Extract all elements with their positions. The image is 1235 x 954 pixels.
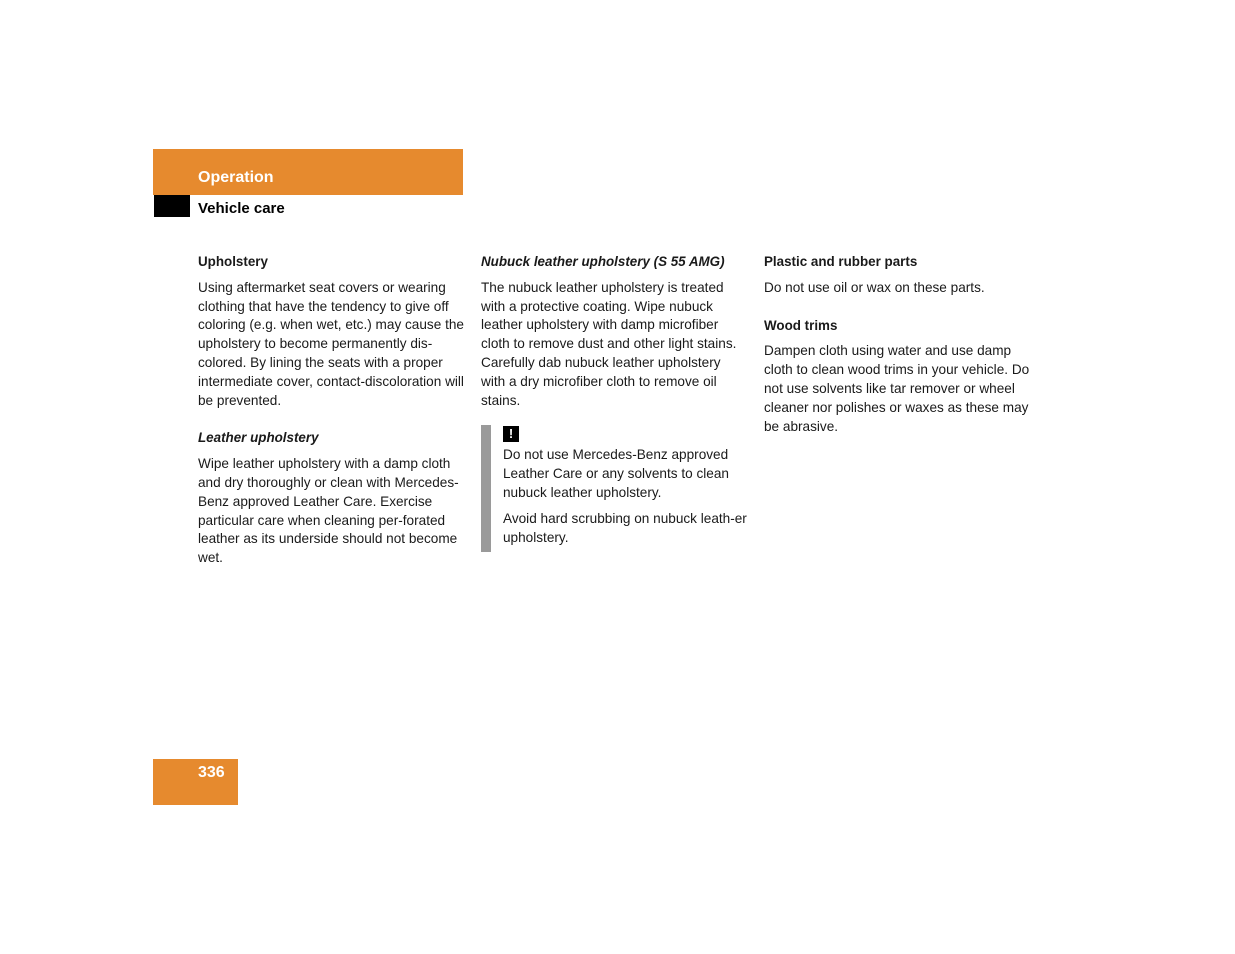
plastic-heading: Plastic and rubber parts xyxy=(764,254,918,269)
column-3 xyxy=(764,253,1030,436)
plastic-text: Do not use oil or wax on these parts. xyxy=(764,279,985,295)
subsection-marker xyxy=(154,195,190,217)
exclamation-icon: ! xyxy=(503,426,519,442)
leather-heading: Leather upholstery xyxy=(198,430,319,446)
notice-text-1: Do not use Mercedes-Benz approved Leather Care or any solvents to clean nubuck leather upholstery. xyxy=(503,447,729,500)
upholstery-heading: Upholstery xyxy=(198,254,268,269)
notice-bar xyxy=(481,425,491,552)
column-2 xyxy=(481,253,747,547)
page-number-box xyxy=(153,759,238,805)
notice-text-2: Avoid hard scrubbing on nubuck leath-er upholstery. xyxy=(503,510,747,545)
column-1 xyxy=(198,253,466,568)
subsection-title: Vehicle care xyxy=(198,200,285,217)
wood-heading: Wood trims xyxy=(764,317,838,333)
nubuck-heading: Nubuck leather upholstery (S 55 AMG) xyxy=(481,254,725,269)
page-number: 336 xyxy=(198,764,225,781)
nubuck-text: The nubuck leather upholstery is treated with a protective coating. Wipe nubuck leather upholstery with damp microfiber cloth to remove dust and other light stains. Carefully dab nubuck leather upholstery with a dry microfiber cloth to remove oil stains. xyxy=(481,279,737,408)
section-title: Operation xyxy=(198,169,274,186)
upholstery-text: Using aftermarket seat covers or wearing clothing that have the tendency to give off coloring (e.g. when wet, etc.) may cause the upholstery to become permanently dis-colored. By lining the seats with a proper intermediate cover, contact-discoloration will be prevented. xyxy=(198,279,464,408)
notice-box xyxy=(481,425,747,547)
leather-text: Wipe leather upholstery with a damp cloth and dry thoroughly or clean with Mercedes-Benz approved Leather Care. Exercise particular care when cleaning per-forated leather as its underside should not become wet. xyxy=(198,456,459,566)
wood-text: Dampen cloth using water and use damp cloth to clean wood trims in your vehicle. Do not use solvents like tar remover or wheel cleaner nor polishes or waxes as these may be abrasive. xyxy=(764,343,1030,434)
